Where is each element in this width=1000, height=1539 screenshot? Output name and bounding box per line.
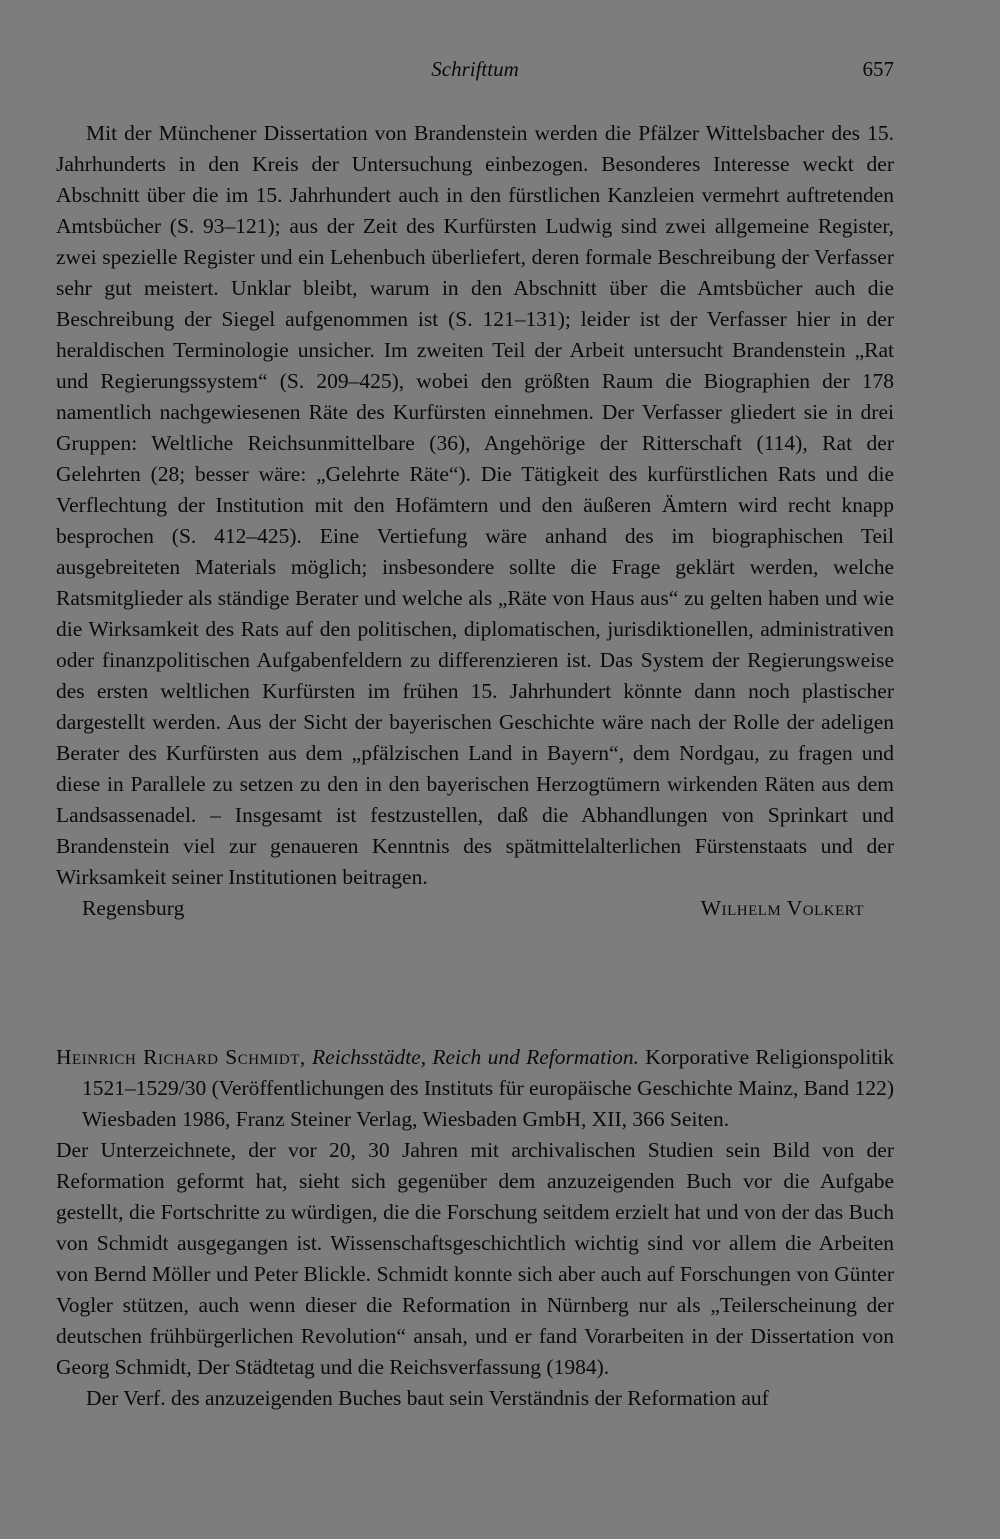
review-2 <box>56 1042 894 1414</box>
page-header <box>56 54 894 84</box>
review-2-paragraph-2: Der Verf. des anzuzeigenden Buches baut sein Verständnis der Reformation auf <box>86 1386 769 1410</box>
book-citation <box>56 1042 894 1135</box>
review-1-paragraph: Mit der Münchener Dissertation von Brandenstein werden die Pfälzer Wittelsbacher des 15. Jahrhunderts in den Kreis der Untersuchung einbezogen. Besonderes Interesse weckt der Abschnitt über die im 15. Jahrhundert auch in den fürstlichen Kanzleien vermehrt auftretenden Amtsbücher (S. 93–121); aus der Zeit des Kurfürsten Ludwig sind zwei allgemeine Register, zwei spezielle Register und ein Lehenbuch überliefert, deren formale Beschreibung der Verfasser sehr gut meistert. Unklar bleibt, warum in den Abschnitt über die Amtsbücher auch die Beschreibung der Siegel aufgenommen ist (S. 121–131); leider ist der Verfasser hier in der heraldischen Terminologie unsicher. Im zweiten Teil der Arbeit untersucht Brandenstein „Rat und Regierungssystem“ (S. 209–425), wobei den größten Raum die Biographien der 178 namentlich nachgewiesenen Räte des Kurfürsten einnehmen. Der Verfasser gliedert sie in drei Gruppen: Weltliche Reichsunmittelbare (36), Angehörige der Ritterschaft (114), Rat der Gelehrten (28; besser wäre: „Gelehrte Räte“). Die Tätigkeit des kurfürstlichen Rats und die Verflechtung der Institution mit den Hofämtern und den äußeren Ämtern wird recht knapp besprochen (S. 412–425). Eine Vertiefung wäre anhand des im biographischen Teil ausgebreiteten Materials möglich; insbesondere sollte die Frage geklärt werden, welche Ratsmitglieder als ständige Berater und welche als „Räte von Haus aus“ zu gelten haben und wie die Wirksamkeit des Rats auf den politischen, diplomatischen, jurisdiktionellen, administrativen oder finanzpolitischen Aufgabenfeldern zu differenzieren ist. Das System der Regierungsweise des ersten weltlichen Kurfürsten im frühen 15. Jahrhundert könnte dann noch plastischer dargestellt werden. Aus der Sicht der bayerischen Geschichte wäre nach der Rolle der adeligen Berater des Kurfürsten aus dem „pfälzischen Land in Bayern“, dem Nordgau, zu fragen und diese in Parallele zu setzen zu den in den bayerischen Herzogtümern wirkenden Räten aus dem Landsassenadel. – Insgesamt ist festzustellen, daß die Abhandlungen von Sprinkart und Brandenstein viel zur genaueren Kenntnis des spätmittelalterlichen Fürstenstaats und der Wirksamkeit seiner Institutionen beitragen. <box>56 121 894 889</box>
review-1-signature <box>56 893 894 924</box>
running-title: Schrifttum <box>431 57 519 81</box>
citation-title: Reichsstädte, Reich und Reformation. <box>312 1045 639 1069</box>
review-1 <box>56 118 894 924</box>
reviewer-name: Wilhelm Volkert <box>700 896 864 920</box>
review-2-paragraph-1: Der Unterzeichnete, der vor 20, 30 Jahren mit archivalischen Studien sein Bild von der Reformation geformt hat, sieht sich gegenüber dem anzuzeigenden Buch vor die Aufgabe gestellt, die Fortschritte zu würdigen, die die Forschung seitdem erzielt hat und von der das Buch von Schmidt ausgegangen ist. Wissenschaftsgeschichtlich wichtig sind vor allem die Arbeiten von Bernd Möller und Peter Blickle. Schmidt konnte sich aber auch auf Forschungen von Günter Vogler stützen, auch wenn dieser die Reformation in Nürnberg nur als „Teilerscheinung der deutschen frühbürgerlichen Revolution“ ansah, und er fand Vorarbeiten in der Dissertation von Georg Schmidt, Der Städtetag und die Reichsverfassung (1984). <box>56 1138 894 1379</box>
citation-author: Heinrich Richard Schmidt, <box>56 1045 306 1069</box>
reviewer-place: Regensburg <box>82 896 185 920</box>
page-number: 657 <box>862 57 894 81</box>
citation-details: Korporative Religionspolitik 1521–1529/30 (Veröffentlichungen des Instituts für europäische Geschichte Mainz, Band 122) Wiesbaden 1986, Franz Steiner Verlag, Wiesbaden GmbH, XII, 366 Seiten. <box>82 1045 894 1131</box>
